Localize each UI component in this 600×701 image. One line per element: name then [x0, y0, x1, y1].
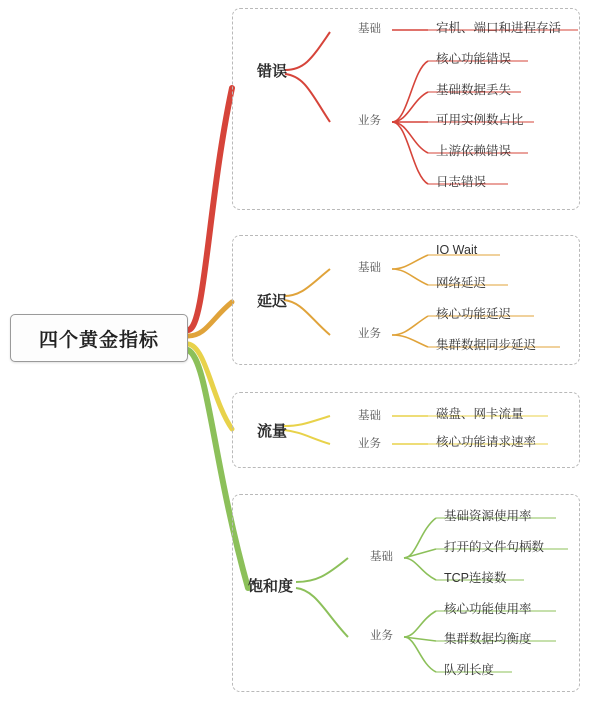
leaf-traffic-basic-0[interactable]: 磁盘、网卡流量	[436, 407, 524, 421]
sub-label-latency-business[interactable]: 业务	[358, 328, 381, 340]
branch-label-latency[interactable]: 延迟	[257, 293, 288, 310]
leaf-latency-business-0[interactable]: 核心功能延迟	[436, 307, 512, 321]
leaf-errors-business-4[interactable]: 日志错误	[436, 175, 487, 189]
branch-label-errors[interactable]: 错误	[257, 63, 288, 80]
leaf-saturation-business-2[interactable]: 队列长度	[444, 663, 495, 677]
leaf-saturation-business-1[interactable]: 集群数据均衡度	[444, 632, 532, 646]
sub-label-saturation-basic[interactable]: 基础	[370, 551, 393, 563]
leaf-latency-basic-0[interactable]: IO Wait	[436, 243, 478, 257]
leaf-errors-business-1[interactable]: 基础数据丢失	[436, 83, 512, 97]
sub-label-traffic-business[interactable]: 业务	[358, 438, 381, 450]
branch-label-traffic[interactable]: 流量	[257, 423, 288, 440]
leaf-errors-business-0[interactable]: 核心功能错误	[436, 52, 512, 66]
leaf-errors-business-3[interactable]: 上游依赖错误	[436, 144, 512, 158]
leaf-saturation-basic-2[interactable]: TCP连接数	[444, 571, 507, 585]
leaf-saturation-basic-0[interactable]: 基础资源使用率	[444, 509, 532, 523]
branch-label-saturation[interactable]: 饱和度	[248, 578, 294, 595]
leaf-errors-basic-0[interactable]: 宕机、端口和进程存活	[436, 21, 562, 35]
sub-label-errors-business[interactable]: 业务	[358, 115, 381, 127]
sub-label-latency-basic[interactable]: 基础	[358, 262, 381, 274]
root-node[interactable]	[10, 314, 188, 362]
sub-label-errors-basic[interactable]: 基础	[358, 23, 381, 35]
leaf-traffic-business-0[interactable]: 核心功能请求速率	[436, 435, 537, 449]
leaf-latency-business-1[interactable]: 集群数据同步延迟	[436, 338, 537, 352]
leaf-saturation-business-0[interactable]: 核心功能使用率	[444, 602, 532, 616]
root-node-label: 四个黄金指标	[38, 329, 159, 351]
leaf-saturation-basic-1[interactable]: 打开的文件句柄数	[444, 540, 545, 554]
group-box-errors	[232, 8, 580, 210]
leaf-latency-basic-1[interactable]: 网络延迟	[436, 276, 487, 290]
sub-label-traffic-basic[interactable]: 基础	[358, 410, 381, 422]
leaf-errors-business-2[interactable]: 可用实例数占比	[436, 113, 524, 127]
sub-label-saturation-business[interactable]: 业务	[370, 630, 393, 642]
